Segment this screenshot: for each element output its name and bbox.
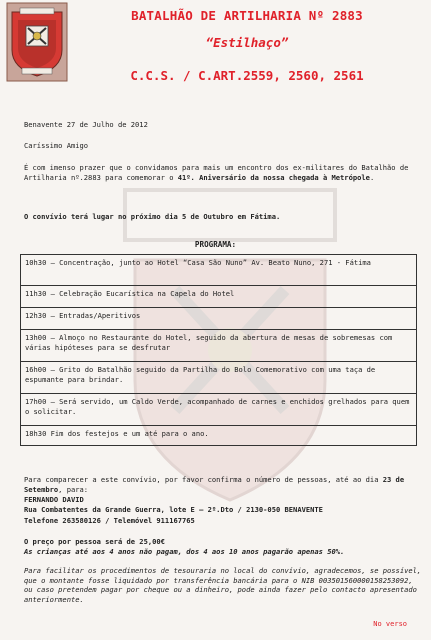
intro-text: É com imenso prazer que o convidamos para mais um encontro dos ex-militares do Batalhão de Artilharia nº.2883 para comemorar o (24, 163, 409, 182)
battalion-emblem-logo (6, 2, 68, 82)
rsvp-deadline: 23 de Setembro (24, 475, 405, 494)
companies-line: C.C.S. / C.ART.2559, 2560, 2561 (130, 68, 364, 83)
programa-item: 16h00 – Grito do Batalhão seguido da Partilha do Bolo Comemorativo com uma taça de espumante para brindar. (20, 362, 417, 394)
programa-item: 13h00 – Almoço no Restaurante do Hotel, seguido da abertura de mesas de sobremesas com várias hipóteses para se desfrutar (20, 330, 417, 362)
rsvp-text: Para comparecer a este convívio, por favor confirma o número de pessoas, até ao dia (24, 475, 383, 484)
children-price-line: As crianças até aos 4 anos não pagam, dos 4 aos 10 anos pagarão apenas 50%. (24, 547, 345, 556)
price-line: O preço por pessoa será de 25,00€ (24, 537, 165, 546)
salutation: Caríssimo Amigo (24, 141, 89, 150)
intro-paragraph (24, 163, 422, 182)
battalion-nickname: “Estilhaço” (205, 35, 289, 50)
payment-note: Para facilitar os procedimentos de tesouraria no local do convívio, agradecemos, se possível, que o montante fosse liquidado por transferência bancária para o NIB 003501560000158253092, ou caso pretendem pagar por cheque ou a dinheiro, pode ainda fazer pelo contacto apresentado anteriormente. (24, 566, 422, 604)
intro-end: . (369, 172, 375, 182)
letter-date: Benavente 27 de Julho de 2012 (24, 120, 148, 129)
see-back-note: No verso (373, 620, 407, 628)
programa-item: 18h30 Fim dos festejos e um até para o ano. (20, 426, 417, 446)
programa-item: 10h30 – Concentração, junto ao Hotel “Casa São Nuno” Av. Beato Nuno, 271 - Fátima (20, 255, 417, 286)
contact-phones: Telefone 263580126 / Telemóvel 911167765 (24, 516, 195, 525)
battalion-title: BATALHÃO DE ARTILHARIA Nº 2883 (131, 8, 363, 23)
event-date-line: O convívio terá lugar no próximo dia 5 de Outubro em Fátima. (24, 212, 281, 221)
programa-item: 17h00 – Será servido, um Caldo Verde, acompanhado de carnes e enchidos grelhados para quem o solicitar. (20, 394, 417, 426)
programa-item: 11h30 – Celebração Eucarística na Capela do Hotel (20, 286, 417, 308)
programa-heading: PROGRAMA: (194, 240, 237, 249)
anniversary-highlight: 41º. Aniversário da nossa chegada à Metrópole (177, 172, 370, 182)
rsvp-end: , para: (58, 484, 89, 494)
programa-item: 12h30 – Entradas/Aperitivos (20, 308, 417, 330)
contact-name: FERNANDO DAVID (24, 495, 84, 504)
contact-address: Rua Combatentes da Grande Guerra, lote E – 2º.Dto / 2130-050 BENAVENTE (24, 505, 323, 514)
rsvp-paragraph (24, 475, 422, 494)
programa-table (20, 254, 417, 446)
